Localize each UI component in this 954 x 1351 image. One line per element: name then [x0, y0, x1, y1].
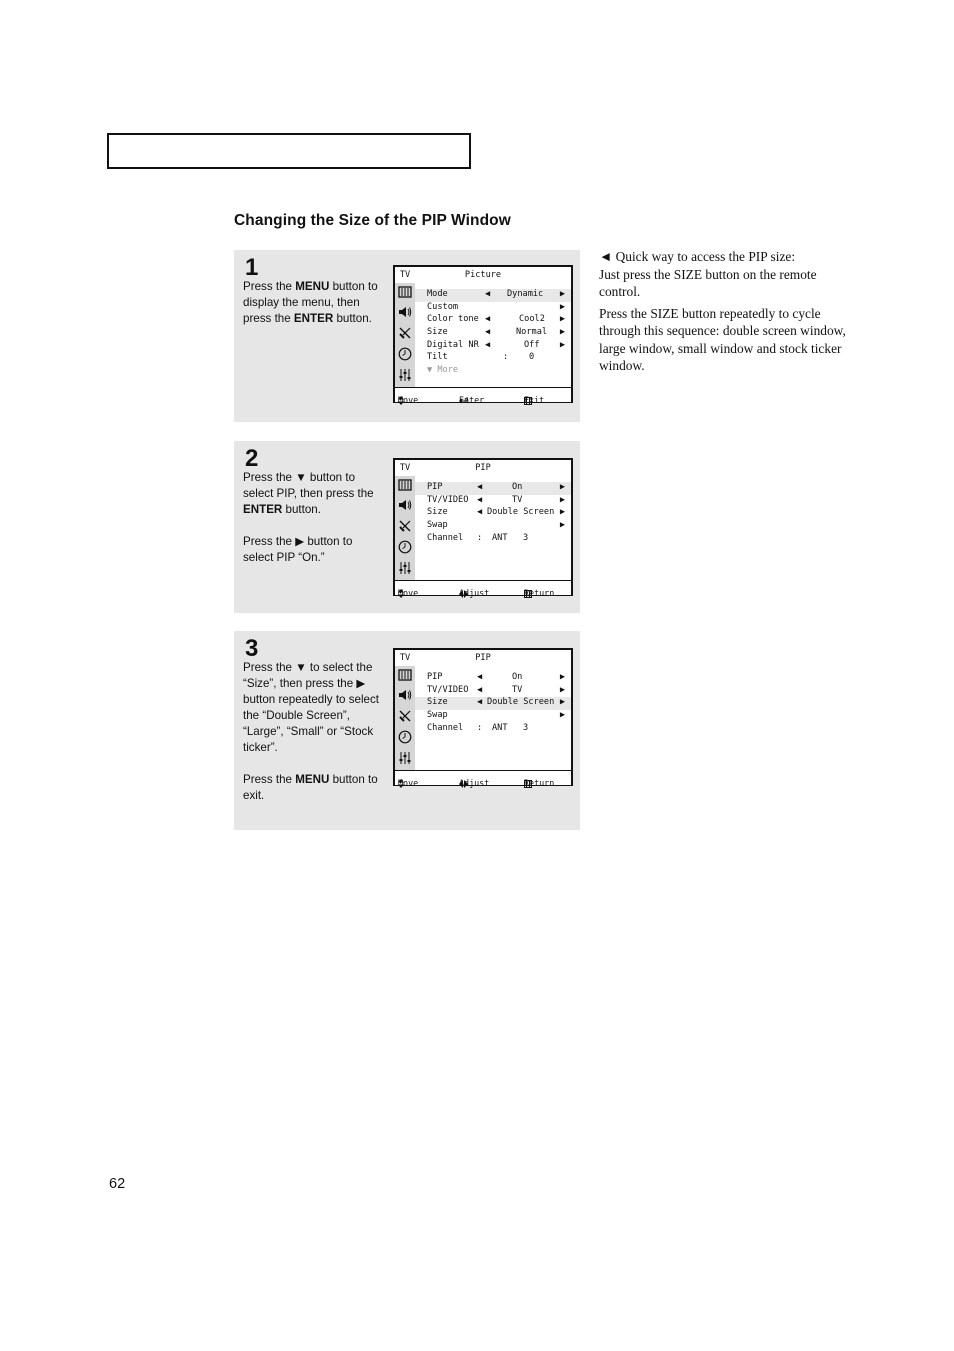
menu-item-label: Swap — [427, 710, 448, 721]
menu-item-value: Double Screen — [487, 507, 555, 518]
menu-item[interactable] — [415, 340, 571, 353]
step-instructions: Press the MENU button to display the menu, then press the ENTER button. — [243, 280, 378, 325]
menu-item-label: Size — [427, 327, 448, 338]
menu-item-value: 0 — [529, 352, 535, 363]
menu-item-value: Dynamic — [507, 289, 544, 299]
left-arrow-icon: ◀ — [477, 494, 483, 505]
menu-item-value: ANT 3 — [492, 722, 529, 733]
osd-tv-label: TV — [399, 652, 411, 663]
right-arrow-icon: ▶ — [559, 327, 565, 338]
left-arrow-icon: ◀ — [477, 507, 483, 518]
setup-icon[interactable] — [397, 751, 413, 765]
menu-item-label: Swap — [427, 520, 448, 531]
osd-menu-picture — [393, 265, 573, 403]
left-arrow-icon: : — [503, 352, 509, 363]
left-arrow-icon: ◀ — [485, 314, 491, 325]
note-paragraph-2: Press the SIZE button repeatedly to cycle through this sequence: double screen window, large window, small window and stock ticker window. — [599, 305, 846, 373]
osd-rows — [415, 476, 571, 580]
menu-item-value: Normal — [516, 327, 548, 338]
menu-item-label: Channel — [427, 722, 464, 733]
menu-item-value: TV — [512, 494, 523, 505]
menu-item[interactable] — [415, 302, 571, 315]
osd-footer: Move Adjust Return — [395, 770, 571, 785]
picture-icon[interactable] — [397, 668, 413, 682]
menu-item-label: Channel — [427, 532, 464, 543]
menu-item-label: ▼ More — [427, 365, 459, 376]
step-number: 1 — [245, 254, 259, 281]
osd-header — [395, 460, 571, 476]
osd-title: PIP — [475, 652, 491, 663]
step-number: 2 — [245, 445, 259, 472]
clock-icon[interactable] — [397, 540, 413, 554]
menu-item[interactable] — [415, 507, 571, 520]
menu-item[interactable] — [415, 327, 571, 340]
picture-icon[interactable] — [397, 285, 413, 299]
menu-item-label: Size — [427, 697, 448, 708]
menu-item[interactable] — [415, 710, 571, 723]
menu-item-value: On — [512, 672, 523, 682]
clock-icon[interactable] — [397, 730, 413, 744]
osd-footer: Move Enter Exit — [395, 387, 571, 402]
clock-icon[interactable] — [397, 347, 413, 361]
menu-item-label: PIP — [427, 482, 443, 492]
speaker-icon[interactable] — [397, 499, 413, 513]
menu-item-label: TV/VIDEO — [427, 494, 469, 505]
right-arrow-icon: ▶ — [559, 494, 565, 505]
osd-tv-label: TV — [399, 462, 411, 473]
menu-item-label: TV/VIDEO — [427, 684, 469, 695]
right-arrow-icon: ▶ — [559, 684, 565, 695]
right-arrow-icon: ▶ — [559, 697, 565, 708]
page-number: 62 — [109, 1176, 126, 1192]
setup-icon[interactable] — [397, 368, 413, 382]
menu-item-label: Mode — [427, 289, 448, 299]
osd-tv-label: TV — [399, 269, 411, 280]
menu-item[interactable] — [415, 697, 571, 710]
menu-item-label: Custom — [427, 301, 459, 312]
osd-header — [395, 267, 571, 283]
right-arrow-icon: ▶ — [559, 672, 565, 682]
right-arrow-icon: ▶ — [559, 301, 565, 312]
step-2 — [234, 441, 580, 613]
menu-item[interactable] — [415, 495, 571, 508]
menu-item-value: TV — [512, 684, 523, 695]
left-arrow-icon: ◀ — [485, 327, 491, 338]
speaker-icon[interactable] — [397, 306, 413, 320]
antenna-icon[interactable] — [397, 519, 413, 533]
osd-icon-column — [395, 666, 415, 770]
speaker-icon[interactable] — [397, 689, 413, 703]
osd-rows — [415, 283, 571, 387]
osd-footer: Move Adjust Return — [395, 580, 571, 595]
menu-item[interactable] — [415, 672, 571, 685]
left-arrow-icon: ◀ — [485, 339, 491, 350]
step-1 — [234, 250, 580, 422]
menu-item[interactable] — [415, 289, 571, 302]
osd-menu-pip-size — [393, 648, 573, 786]
step-instructions: Press the ▼ button to select PIP, then press the ENTER button. Press the ▶ button to select PIP “On.” — [243, 471, 374, 564]
step-instructions: Press the ▼ to select the “Size”, then press the ▶ button repeatedly to select the “Double Screen”, “Large”, “Small” or “Stock ticker”. Press the MENU button to exit. — [243, 661, 379, 802]
osd-title: Picture — [464, 269, 502, 280]
right-arrow-icon: ▶ — [559, 482, 565, 492]
step-3 — [234, 631, 580, 830]
section-title: Changing the Size of the PIP Window — [234, 212, 511, 229]
antenna-icon[interactable] — [397, 326, 413, 340]
right-arrow-icon: ▶ — [559, 507, 565, 518]
note-line-2: Just press the SIZE button on the remote control. — [599, 266, 817, 299]
menu-item-value: Double Screen — [487, 697, 555, 708]
left-arrow-icon: ◀ — [477, 672, 483, 682]
osd-menu-pip — [393, 458, 573, 596]
osd-body — [395, 283, 571, 387]
menu-item[interactable] — [415, 365, 571, 378]
side-note — [599, 248, 853, 379]
menu-item[interactable] — [415, 352, 571, 365]
left-arrow-icon: : — [477, 532, 483, 543]
osd-header — [395, 650, 571, 666]
menu-item-label: PIP — [427, 672, 443, 682]
left-arrow-icon: ◀ — [477, 684, 483, 695]
menu-item[interactable] — [415, 314, 571, 327]
right-arrow-icon: ▶ — [559, 314, 565, 325]
menu-item[interactable] — [415, 520, 571, 533]
picture-icon[interactable] — [397, 478, 413, 492]
menu-item-label: Digital NR — [427, 339, 479, 350]
osd-body — [395, 476, 571, 580]
menu-item-value: Cool2 — [519, 314, 545, 325]
osd-title: PIP — [475, 462, 491, 473]
menu-item-value: Off — [524, 339, 540, 350]
right-arrow-icon: ▶ — [559, 339, 565, 350]
menu-item-label: Tilt — [427, 352, 448, 363]
menu-item-value: ANT 3 — [492, 532, 529, 543]
menu-item[interactable] — [415, 482, 571, 495]
left-arrow-icon: : — [477, 722, 483, 733]
right-arrow-icon: ▶ — [559, 520, 565, 531]
osd-icon-column — [395, 476, 415, 580]
step-number: 3 — [245, 635, 259, 662]
right-arrow-icon: ▶ — [559, 710, 565, 721]
left-arrow-icon: ◀ — [485, 289, 491, 299]
osd-rows — [415, 666, 571, 770]
menu-item-value: On — [512, 482, 523, 492]
header-box — [107, 133, 471, 169]
menu-item[interactable] — [415, 685, 571, 698]
menu-item[interactable] — [415, 723, 571, 736]
menu-item[interactable] — [415, 533, 571, 546]
osd-icon-column — [395, 283, 415, 387]
menu-item-label: Size — [427, 507, 448, 518]
note-line-1: ◄ Quick way to access the PIP size: — [599, 249, 796, 264]
setup-icon[interactable] — [397, 561, 413, 575]
osd-body — [395, 666, 571, 770]
left-arrow-icon: ◀ — [477, 697, 483, 708]
antenna-icon[interactable] — [397, 709, 413, 723]
right-arrow-icon: ▶ — [559, 289, 565, 299]
left-arrow-icon: ◀ — [477, 482, 483, 492]
menu-item-label: Color tone — [427, 314, 479, 325]
